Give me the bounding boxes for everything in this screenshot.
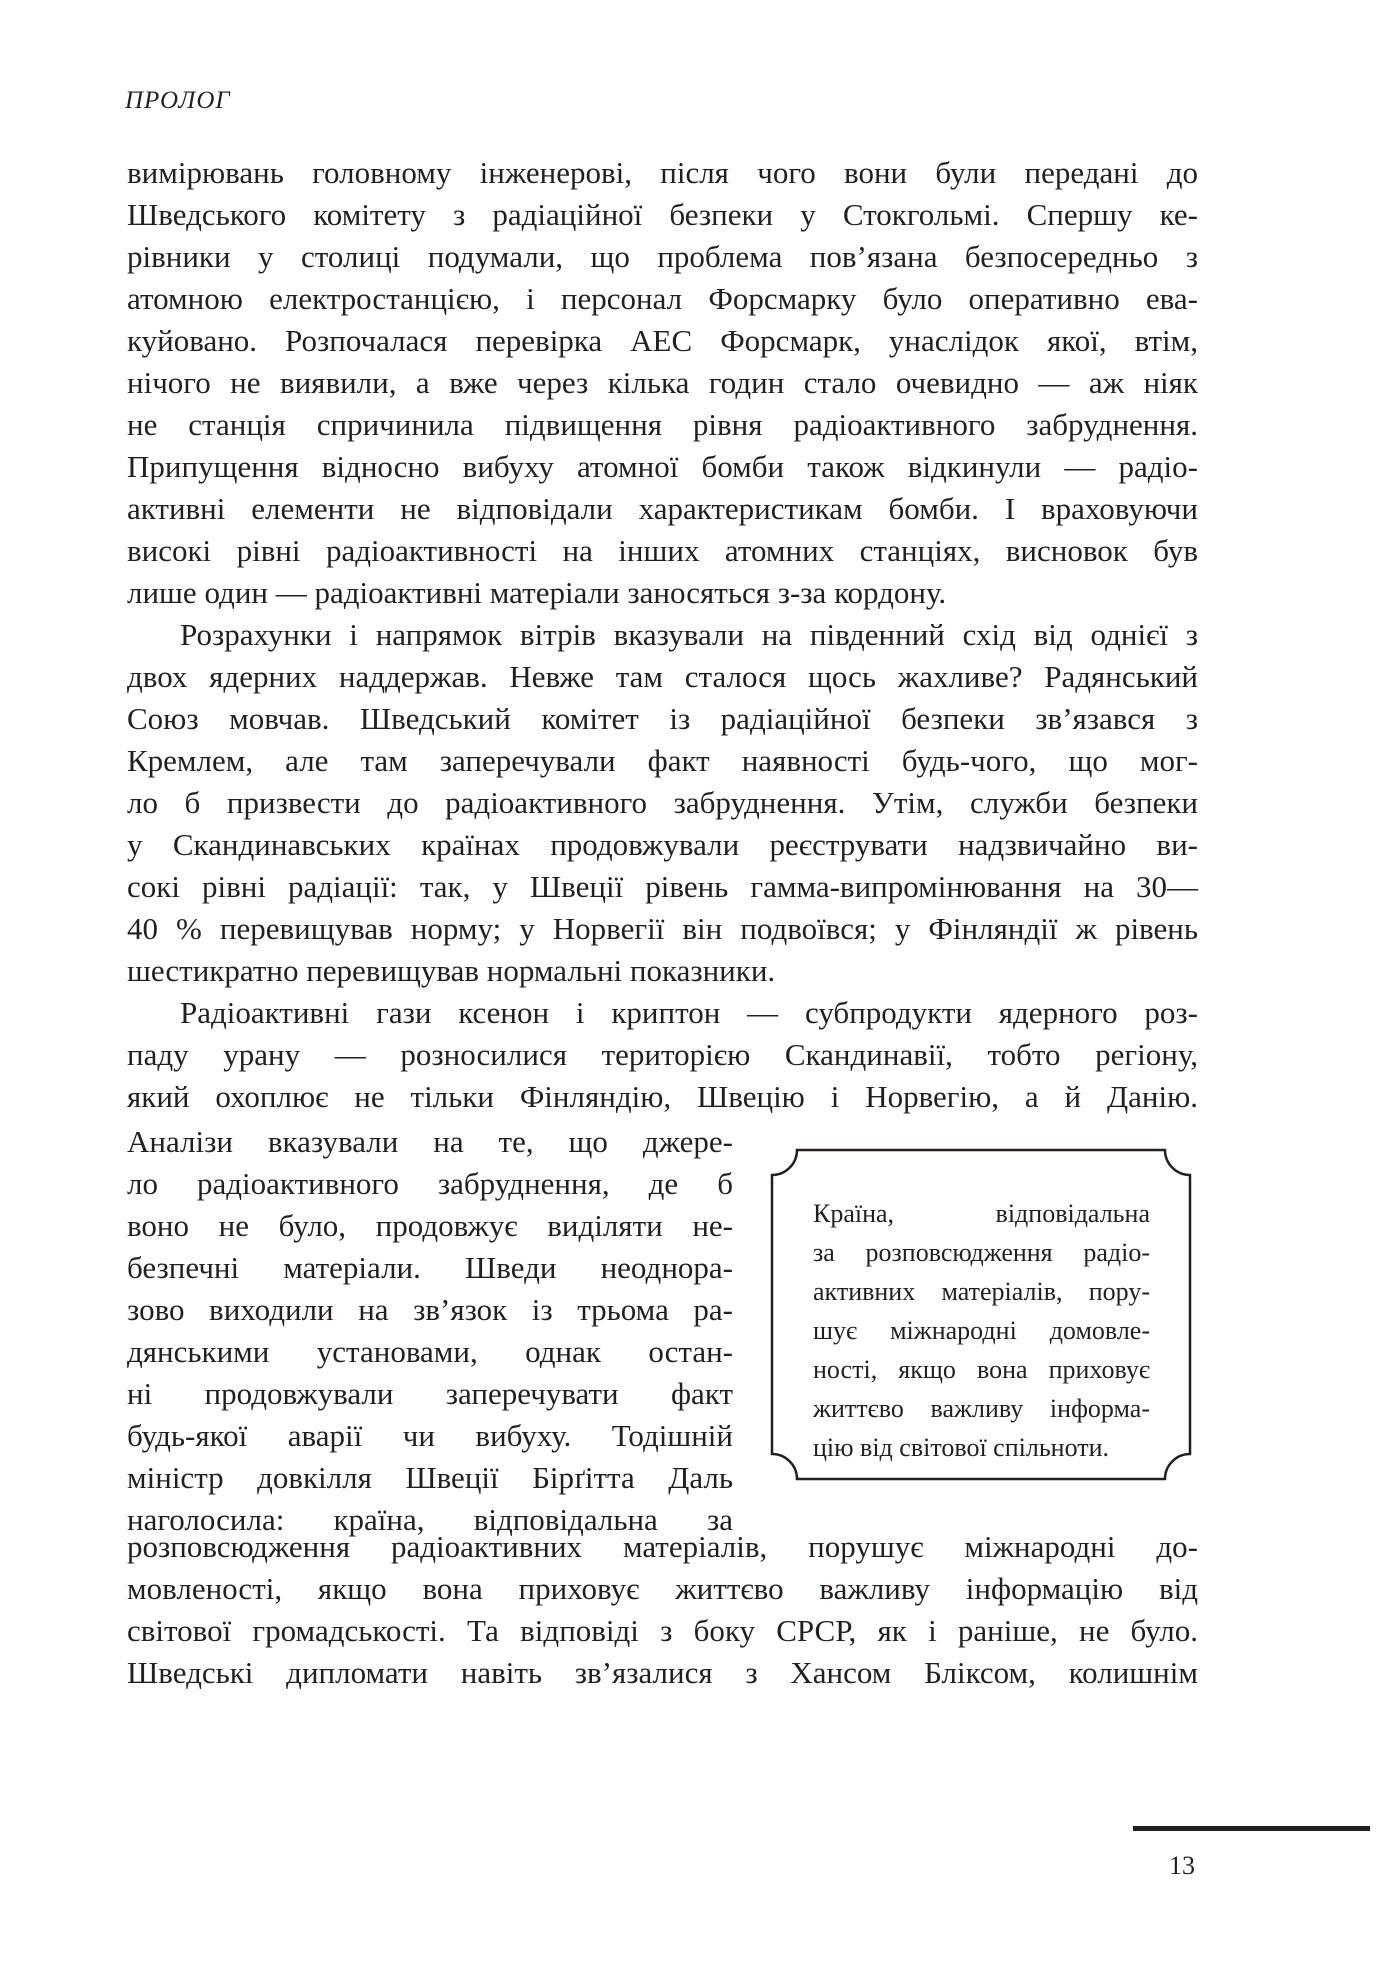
body-line: зово виходили на зв’язок із трьома ра- — [127, 1292, 733, 1327]
body-line: Припущення відносно вибуху атомної бомби також відкинули — радіо- — [127, 449, 1198, 484]
body-line: безпечні матеріали. Шведи неоднора- — [127, 1250, 733, 1285]
pull-quote-box — [769, 1147, 1193, 1482]
body-line: ло радіоактивного забруднення, де б — [127, 1166, 733, 1201]
pull-quote-line: Країна, відповідальна — [813, 1199, 1150, 1228]
body-line: дянськими установами, однак остан- — [127, 1334, 733, 1369]
paragraph-first-line: Радіоактивні гази ксенон і криптон — субпродукти ядерного роз- — [180, 995, 1198, 1030]
body-line: Шведського комітету з радіаційної безпеки у Стокгольмі. Спершу ке- — [127, 197, 1198, 232]
pull-quote-line: за розповсюдження радіо- — [813, 1238, 1150, 1267]
paragraph-first-line: Розрахунки і напрямок вітрів вказували на південний схід від однієї з — [180, 617, 1198, 652]
body-line: Аналізи вказували на те, що джере- — [127, 1124, 733, 1159]
body-line: який охоплює не тільки Фінляндію, Швецію і Норвегію, а й Данію. — [127, 1079, 1198, 1114]
body-line: 40 % перевищував норму; у Норвегії він подвоївся; у Фінляндії ж рівень — [127, 911, 1198, 946]
body-line: ло б призвести до радіоактивного забруднення. Утім, служби безпеки — [127, 785, 1198, 820]
body-line: мовленості, якщо вона приховує життєво важливу інформацію від — [127, 1571, 1198, 1606]
body-line: двох ядерних наддержав. Невже там сталося щось жахливе? Радянський — [127, 659, 1198, 694]
body-line: розповсюдження радіоактивних матеріалів, порушує міжнародні до- — [127, 1529, 1198, 1564]
body-line: рівники у столиці подумали, що проблема пов’язана безпосередньо з — [127, 239, 1198, 274]
body-line: міністр довкілля Швеції Бірґітта Даль — [127, 1460, 733, 1495]
body-line: воно не було, продовжує виділяти не- — [127, 1208, 733, 1243]
body-text-bottom — [127, 1526, 1198, 1694]
body-line: у Скандинавських країнах продовжували реєструвати надзвичайно ви- — [127, 827, 1198, 862]
body-line: світової громадськості. Та відповіді з боку СРСР, як і раніше, не було. — [127, 1613, 1198, 1648]
body-line: Кремлем, але там заперечували факт наявності будь-чого, що мог- — [127, 743, 1198, 778]
pull-quote-line: життєво важливу інформа- — [813, 1394, 1150, 1423]
body-line: ні продовжували заперечувати факт — [127, 1376, 733, 1411]
body-line: активні елементи не відповідали характеристикам бомби. І враховуючи — [127, 491, 1198, 526]
pull-quote-line: ності, якщо вона приховує — [813, 1355, 1150, 1384]
page-number: 13 — [1169, 1851, 1195, 1880]
pull-quote-line: цію від світової спільноти. — [813, 1433, 1110, 1462]
body-line: сокі рівні радіації: так, у Швеції рівень гамма-випромінювання на 30— — [127, 869, 1198, 904]
body-line: шестикратно перевищував нормальні показники. — [127, 953, 776, 988]
body-line: куйовано. Розпочалася перевірка АЕС Форсмарк, унаслідок якої, втім, — [127, 323, 1198, 358]
body-text-wrapped — [127, 1121, 733, 1541]
pull-quote-text — [813, 1194, 1150, 1467]
pull-quote-line: шує міжнародні домовле- — [813, 1316, 1150, 1345]
pull-quote-line: активних матеріалів, пору- — [813, 1277, 1150, 1306]
body-line: Шведські дипломати навіть зв’язалися з Хансом Бліксом, колишнім — [127, 1655, 1198, 1690]
body-line: лише один — радіоактивні матеріали заносяться з-за кордону. — [127, 575, 947, 610]
body-line: будь-якої аварії чи вибуху. Тодішній — [127, 1418, 733, 1453]
body-line: високі рівні радіоактивності на інших атомних станціях, висновок був — [127, 533, 1198, 568]
body-line: наголосила: країна, відповідальна за — [127, 1502, 733, 1537]
body-line: вимірювань головному інженерові, після чого вони були передані до — [127, 155, 1198, 190]
body-line: не станція спричинила підвищення рівня радіоактивного забруднення. — [127, 407, 1198, 442]
body-line: Союз мовчав. Шведський комітет із радіаційної безпеки зв’язався з — [127, 701, 1198, 736]
body-line: атомною електростанцією, і персонал Форсмарку було оперативно ева- — [127, 281, 1198, 316]
footer-rule — [1133, 1826, 1370, 1831]
running-head: ПРОЛОГ — [125, 87, 231, 114]
body-line: паду урану — розносилися територією Скандинавії, тобто регіону, — [127, 1037, 1198, 1072]
body-text-top — [127, 152, 1198, 1118]
body-line: нічого не виявили, а вже через кілька годин стало очевидно — аж ніяк — [127, 365, 1198, 400]
